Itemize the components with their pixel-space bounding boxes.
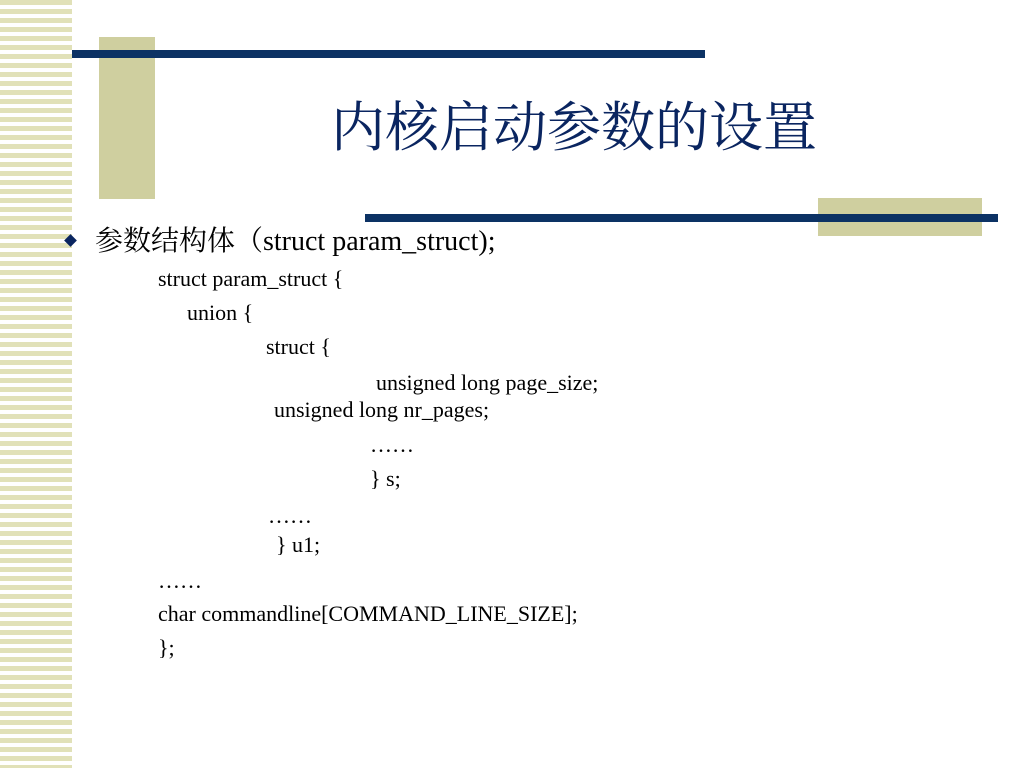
code-line: unsigned long page_size; [376, 370, 599, 395]
code-line: char commandline[COMMAND_LINE_SIZE]; [158, 601, 578, 626]
slide-title: 内核启动参数的设置 [331, 96, 817, 159]
code-line: struct { [266, 334, 331, 359]
navy-rule-top [72, 50, 705, 58]
left-stripe-pattern [0, 0, 72, 768]
code-line: } s; [370, 466, 401, 491]
code-line: }; [158, 635, 175, 660]
code-line: …… [158, 568, 202, 593]
bullet-item [66, 225, 495, 259]
diamond-bullet-icon [64, 234, 77, 247]
code-line: …… [370, 432, 414, 457]
code-line: } u1; [276, 532, 321, 557]
code-line: …… [268, 503, 312, 528]
code-line: unsigned long nr_pages; [274, 397, 490, 422]
tan-accent-block-top [99, 37, 155, 199]
bullet-text: 参数结构体（struct param_struct); [95, 226, 496, 257]
code-line: struct param_struct { [158, 266, 344, 291]
navy-rule-middle [365, 214, 998, 222]
code-line: union { [187, 300, 254, 325]
